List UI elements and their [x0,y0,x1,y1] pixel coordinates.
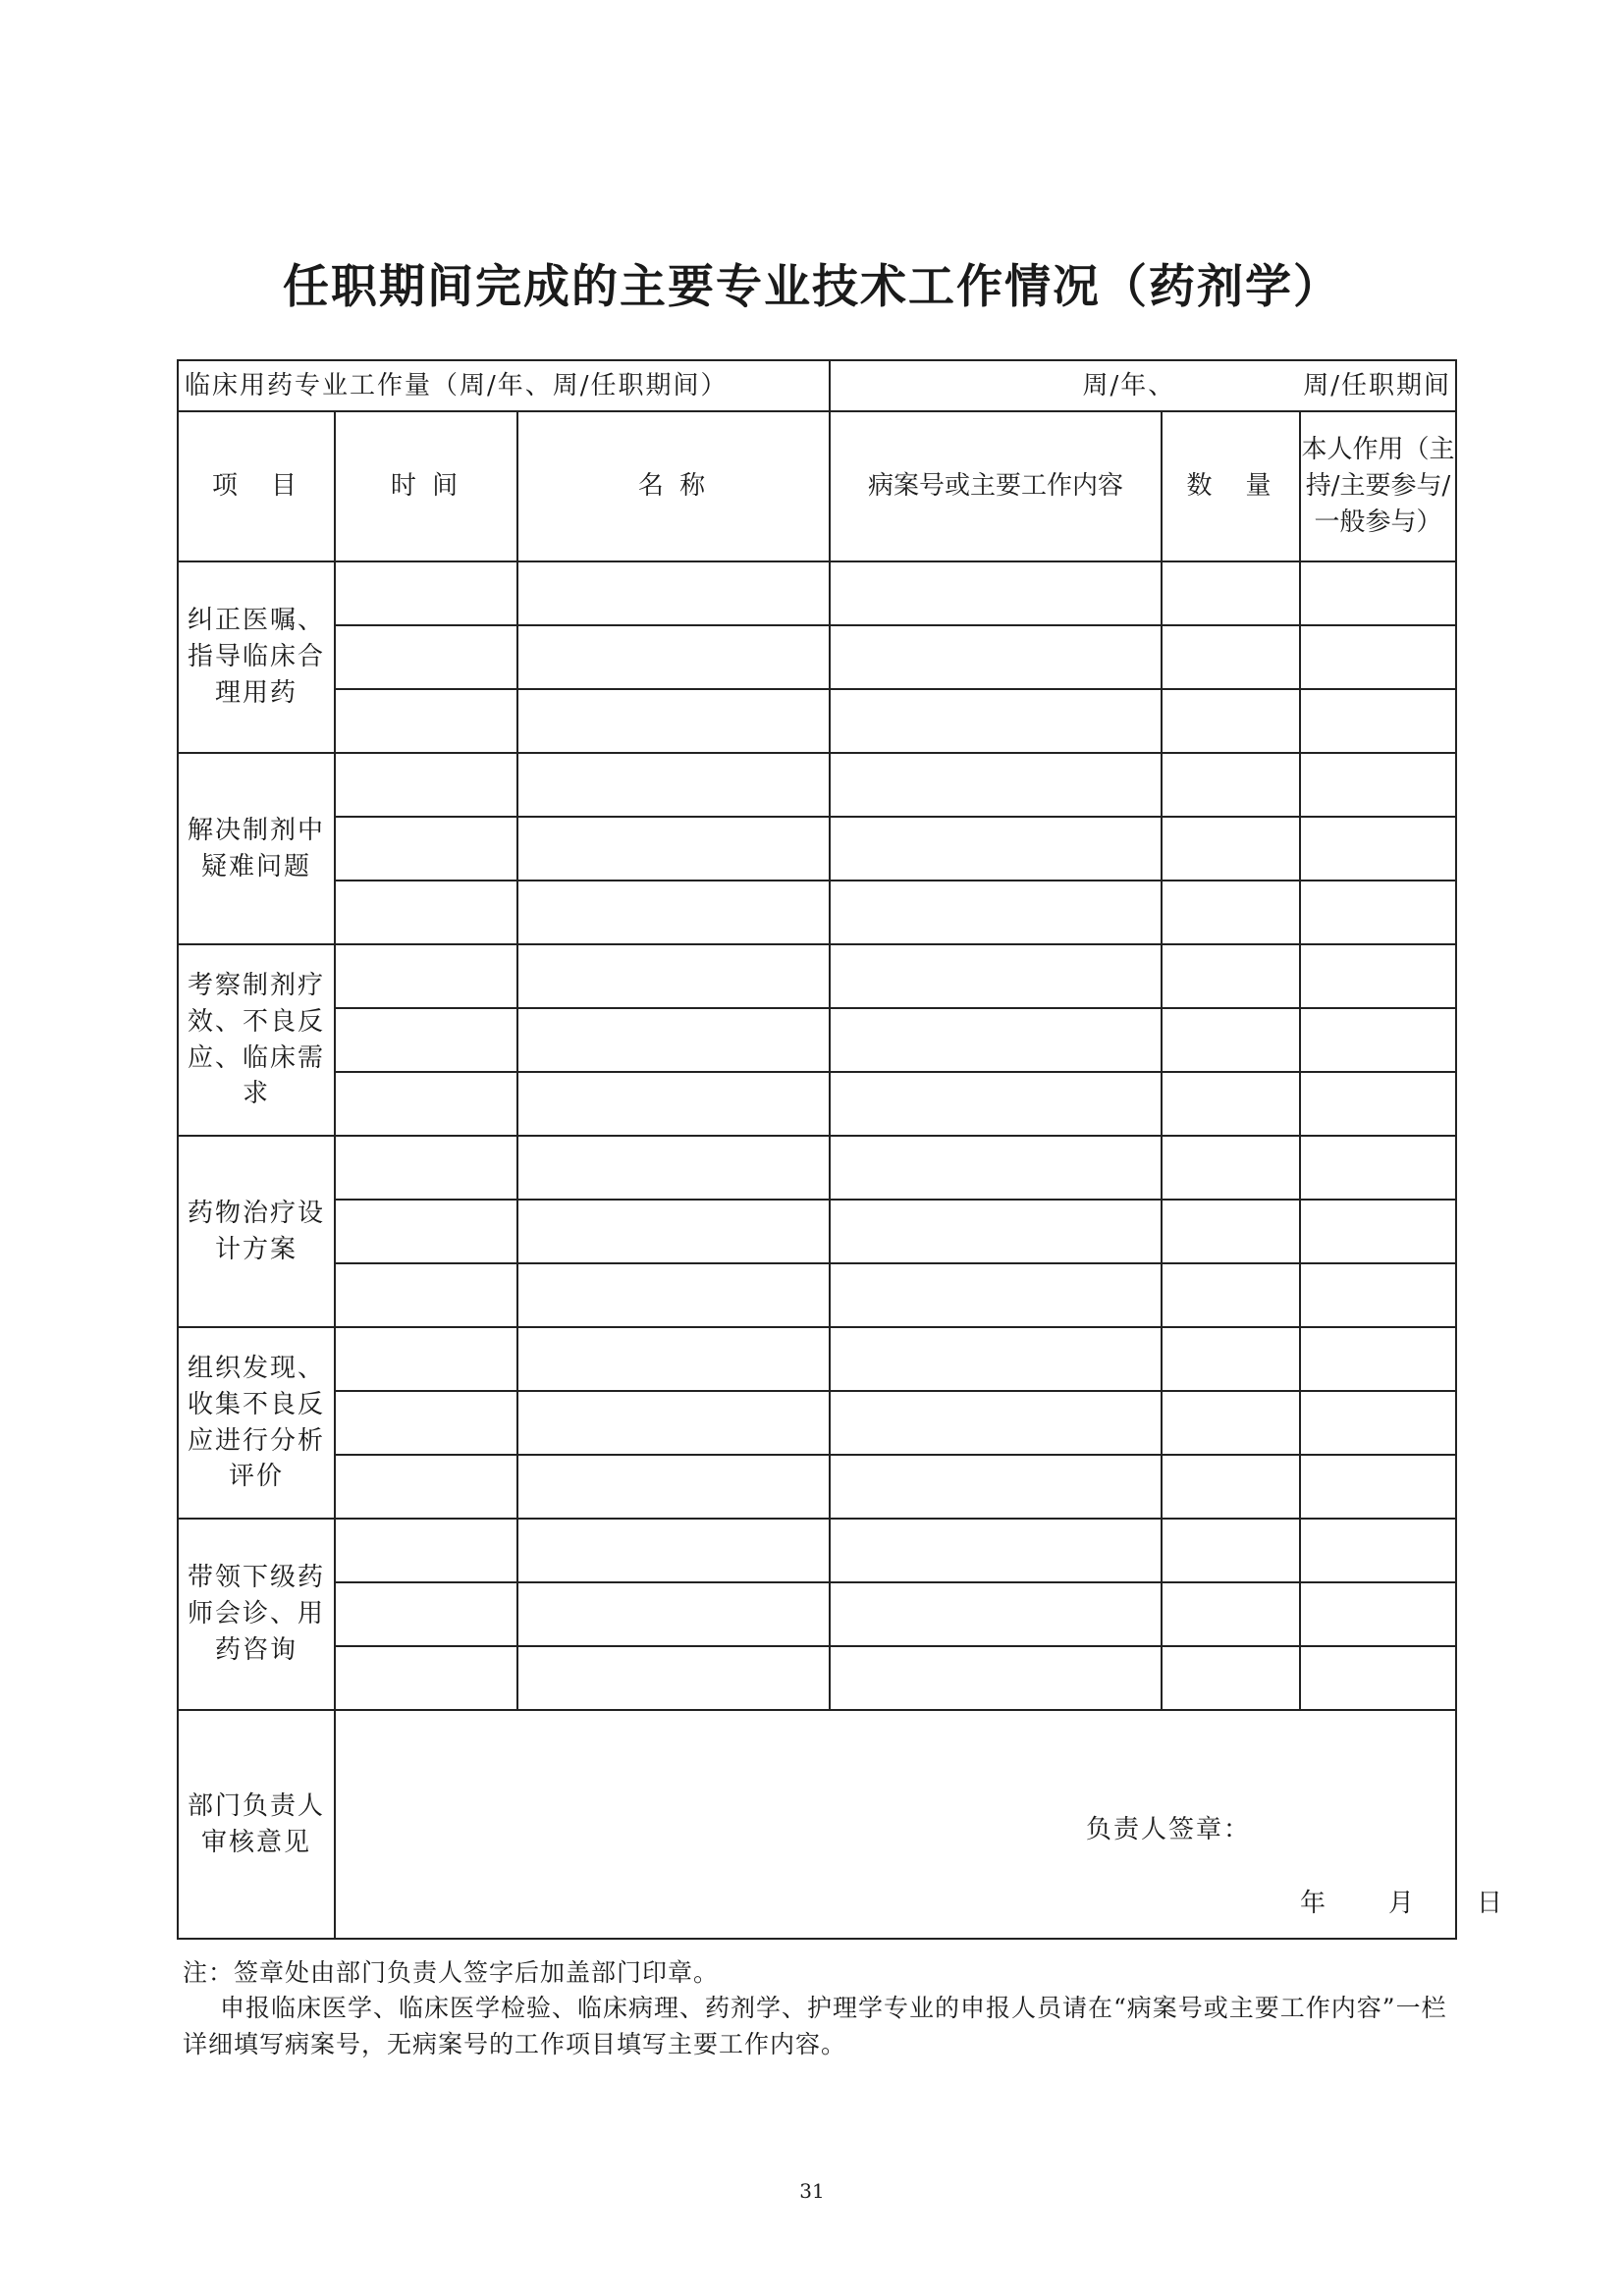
case-cell[interactable] [830,944,1162,1008]
time-cell[interactable] [335,625,517,689]
time-cell[interactable] [335,1136,517,1200]
table-row [178,1072,1456,1136]
time-cell[interactable] [335,1391,517,1455]
quantity-cell[interactable] [1162,1455,1300,1519]
category-label: 纠正医嘱、指导临床合理用药 [178,561,335,753]
date-line [1300,1886,1502,1922]
case-cell[interactable] [830,1582,1162,1646]
workload-value[interactable] [830,360,1456,411]
time-cell[interactable] [335,561,517,625]
header-row [178,411,1456,561]
role-cell[interactable] [1300,1582,1456,1646]
quantity-cell[interactable] [1162,944,1300,1008]
time-cell[interactable] [335,817,517,881]
note-line-1: 注：签章处由部门负责人签字后加盖部门印章。 [183,1958,720,1987]
name-cell[interactable] [517,1519,830,1582]
table-row [178,1519,1456,1582]
quantity-cell[interactable] [1162,625,1300,689]
quantity-cell[interactable] [1162,1582,1300,1646]
quantity-cell[interactable] [1162,881,1300,944]
name-cell[interactable] [517,817,830,881]
table-row [178,625,1456,689]
role-cell[interactable] [1300,689,1456,753]
notes [183,1955,1459,2062]
case-cell[interactable] [830,1136,1162,1200]
header-item: 项 目 [178,411,335,561]
name-cell[interactable] [517,1263,830,1327]
time-cell[interactable] [335,1072,517,1136]
workload-label: 临床用药专业工作量（周/年、周/任职期间） [178,360,830,411]
role-cell[interactable] [1300,1136,1456,1200]
review-label: 部门负责人审核意见 [178,1710,335,1939]
time-cell[interactable] [335,1646,517,1710]
role-cell[interactable] [1300,1455,1456,1519]
name-cell[interactable] [517,1136,830,1200]
table-row [178,1455,1456,1519]
workload-row [178,360,1456,411]
table-row [178,817,1456,881]
quantity-cell[interactable] [1162,1008,1300,1072]
time-cell[interactable] [335,1327,517,1391]
day-label: 日 [1477,1889,1503,1918]
role-cell[interactable] [1300,1072,1456,1136]
time-cell[interactable] [335,753,517,817]
role-cell[interactable] [1300,1391,1456,1455]
role-cell[interactable] [1300,1519,1456,1582]
header-case: 病案号或主要工作内容 [830,411,1162,561]
year-label: 年 [1300,1889,1326,1918]
table-row [178,689,1456,753]
name-cell[interactable] [517,1646,830,1710]
role-cell[interactable] [1300,561,1456,625]
time-cell[interactable] [335,1582,517,1646]
case-cell[interactable] [830,689,1162,753]
case-cell[interactable] [830,817,1162,881]
table-row [178,1646,1456,1710]
workload-per-term: 周/任职期间 [1303,370,1452,400]
category-label: 组织发现、收集不良反应进行分析评价 [178,1327,335,1519]
table-row [178,1327,1456,1391]
workload-per-year: 周/年、 [1082,370,1176,400]
category-label: 考察制剂疗效、不良反应、临床需求 [178,944,335,1136]
table-row [178,1391,1456,1455]
role-cell[interactable] [1300,881,1456,944]
table-row [178,1263,1456,1327]
quantity-cell[interactable] [1162,1263,1300,1327]
role-cell[interactable] [1300,817,1456,881]
name-cell[interactable] [517,1072,830,1136]
review-opinion-field[interactable] [335,1710,1503,1939]
case-cell[interactable] [830,1391,1162,1455]
role-cell[interactable] [1300,625,1456,689]
case-cell[interactable] [830,561,1162,625]
quantity-cell[interactable] [1162,689,1300,753]
role-cell[interactable] [1300,944,1456,1008]
page-title: 任职期间完成的主要专业技术工作情况（药剂学） [283,260,1341,314]
name-cell[interactable] [517,1455,830,1519]
name-cell[interactable] [517,1391,830,1455]
role-cell[interactable] [1300,1008,1456,1072]
header-time: 时 间 [335,411,517,561]
signature-label: 负责人签章： [1086,1815,1252,1844]
name-cell[interactable] [517,1200,830,1263]
role-cell[interactable] [1300,1327,1456,1391]
time-cell[interactable] [335,1008,517,1072]
name-cell[interactable] [517,561,830,625]
case-cell[interactable] [830,753,1162,817]
name-cell[interactable] [517,944,830,1008]
name-cell[interactable] [517,1327,830,1391]
table-row [178,1582,1456,1646]
case-cell[interactable] [830,1646,1162,1710]
name-cell[interactable] [517,753,830,817]
table-row [178,753,1456,817]
quantity-cell[interactable] [1162,1136,1300,1200]
table-row [178,881,1456,944]
time-cell[interactable] [335,944,517,1008]
category-label: 解决制剂中疑难问题 [178,753,335,944]
time-cell[interactable] [335,1455,517,1519]
role-cell[interactable] [1300,1263,1456,1327]
table-row [178,1136,1456,1200]
case-cell[interactable] [830,625,1162,689]
name-cell[interactable] [517,1008,830,1072]
table-row [178,1200,1456,1263]
header-role: 本人作用（主持/主要参与/一般参与） [1300,411,1456,561]
case-cell[interactable] [830,1200,1162,1263]
case-cell[interactable] [830,1327,1162,1391]
case-cell[interactable] [830,1519,1162,1582]
table-row [178,561,1456,625]
case-cell[interactable] [830,1008,1162,1072]
quantity-cell[interactable] [1162,1391,1300,1455]
name-cell[interactable] [517,625,830,689]
time-cell[interactable] [335,881,517,944]
case-cell[interactable] [830,881,1162,944]
table-row [178,1008,1456,1072]
name-cell[interactable] [517,881,830,944]
header-quantity: 数 量 [1162,411,1300,561]
name-cell[interactable] [517,689,830,753]
category-label: 带领下级药师会诊、用药咨询 [178,1519,335,1710]
time-cell[interactable] [335,689,517,753]
role-cell[interactable] [1300,753,1456,817]
time-cell[interactable] [335,1200,517,1263]
review-row [178,1710,1456,1939]
quantity-cell[interactable] [1162,1200,1300,1263]
time-cell[interactable] [335,1263,517,1327]
quantity-cell[interactable] [1162,1327,1300,1391]
header-name: 名 称 [517,411,830,561]
time-cell[interactable] [335,1519,517,1582]
table-row [178,944,1456,1008]
quantity-cell[interactable] [1162,1646,1300,1710]
case-cell[interactable] [830,1263,1162,1327]
case-cell[interactable] [830,1455,1162,1519]
role-cell[interactable] [1300,1646,1456,1710]
page-number: 31 [799,2179,825,2203]
role-cell[interactable] [1300,1200,1456,1263]
quantity-cell[interactable] [1162,1072,1300,1136]
work-table [177,359,1503,1940]
quantity-cell[interactable] [1162,817,1300,881]
month-label: 月 [1388,1889,1415,1918]
category-label: 药物治疗设计方案 [178,1136,335,1327]
quantity-cell[interactable] [1162,1519,1300,1582]
name-cell[interactable] [517,1582,830,1646]
quantity-cell[interactable] [1162,561,1300,625]
quantity-cell[interactable] [1162,753,1300,817]
case-cell[interactable] [830,1072,1162,1136]
note-line-2: 申报临床医学、临床医学检验、临床病理、药剂学、护理学专业的申报人员请在“病案号或主要工作内容”一栏详细填写病案号，无病案号的工作项目填写主要工作内容。 [183,1994,1447,2058]
